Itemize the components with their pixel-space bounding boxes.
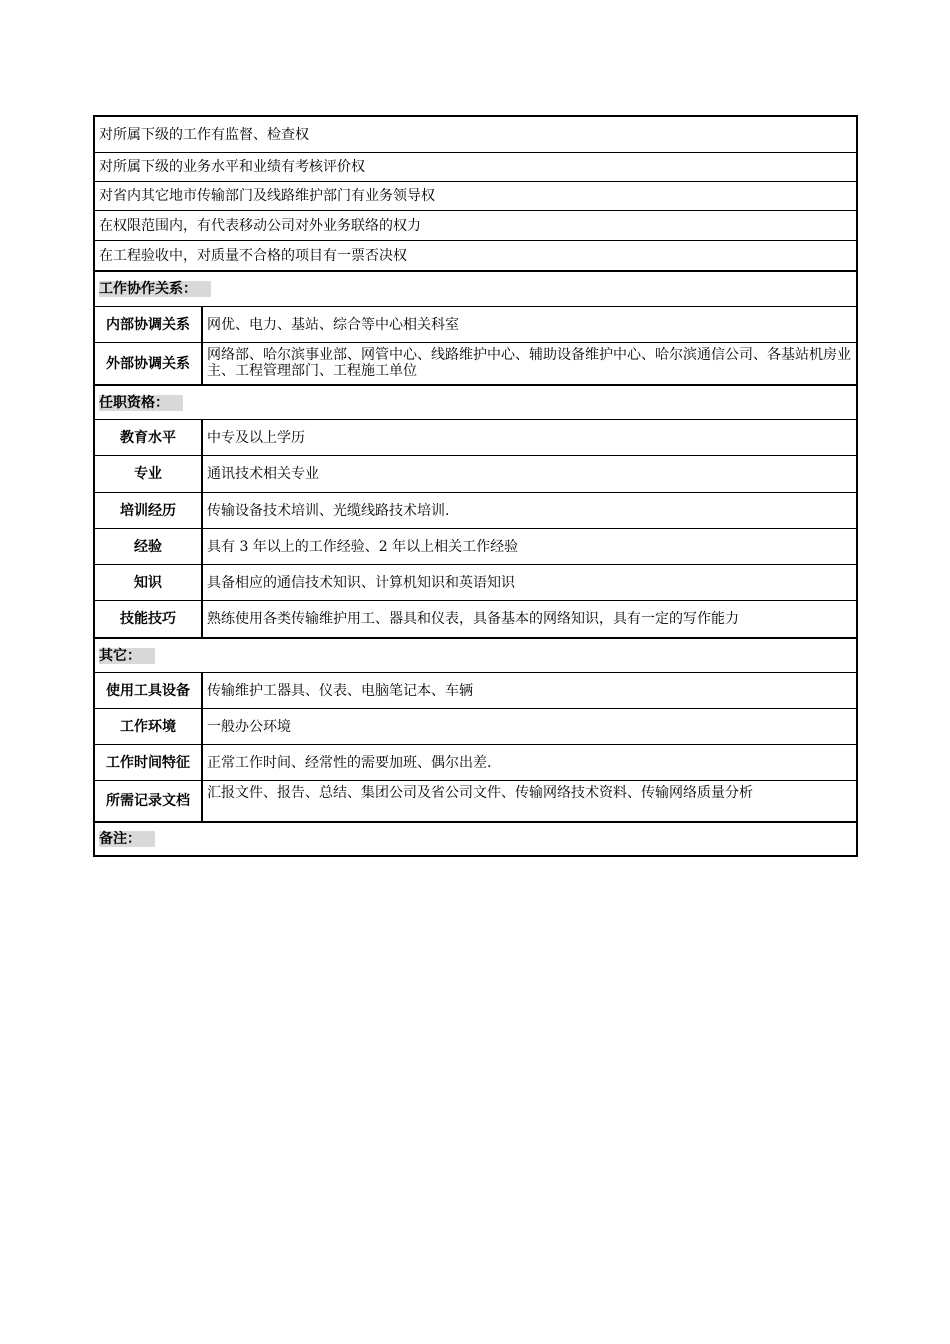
authority-row	[95, 181, 856, 210]
qualification-row	[95, 600, 856, 637]
field-label: 外部协调关系	[95, 343, 203, 384]
field-value: 网优、电力、基站、综合等中心相关科室	[207, 316, 459, 333]
field-label: 知识	[95, 565, 203, 600]
qualification-row	[95, 528, 856, 564]
field-label: 教育水平	[95, 420, 203, 455]
qualification-row	[95, 564, 856, 600]
section-title: 工作协作关系：	[99, 281, 211, 297]
other-row	[95, 672, 856, 708]
internal-coordination-row	[95, 306, 856, 342]
authority-text: 对所属下级的工作有监督、检查权	[99, 126, 309, 143]
field-value: 正常工作时间、经常性的需要加班、偶尔出差.	[207, 754, 492, 771]
field-label: 培训经历	[95, 493, 203, 528]
section-header-other	[95, 637, 856, 672]
section-title: 任职资格：	[99, 395, 183, 411]
authority-row	[95, 240, 856, 270]
field-value: 中专及以上学历	[207, 429, 305, 446]
section-header-qualification	[95, 384, 856, 419]
field-label: 工作时间特征	[95, 745, 203, 780]
authority-row	[95, 152, 856, 181]
field-value: 一般办公环境	[207, 718, 291, 735]
authority-row	[95, 117, 856, 152]
authority-text: 在权限范围内，有代表移动公司对外业务联络的权力	[99, 217, 421, 234]
authority-text: 对省内其它地市传输部门及线路维护部门有业务领导权	[99, 188, 435, 204]
field-label: 内部协调关系	[95, 307, 203, 342]
field-label: 经验	[95, 529, 203, 564]
field-value: 传输维护工器具、仪表、电脑笔记本、车辆	[207, 682, 473, 699]
qualification-row	[95, 492, 856, 528]
field-label: 使用工具设备	[95, 673, 203, 708]
section-header-remarks	[95, 821, 856, 855]
authority-row	[95, 210, 856, 240]
field-label: 技能技巧	[95, 601, 203, 637]
other-row	[95, 744, 856, 780]
field-value: 具备相应的通信技术知识、计算机知识和英语知识	[207, 574, 515, 591]
other-row	[95, 708, 856, 744]
field-value: 网络部、哈尔滨事业部、网管中心、线路维护中心、辅助设备维护中心、哈尔滨通信公司、各基站机房业主、工程管理部门、工程施工单位	[207, 347, 851, 379]
field-label: 工作环境	[95, 709, 203, 744]
field-value: 具有 3 年以上的工作经验、2 年以上相关工作经验	[207, 538, 519, 555]
qualification-row	[95, 419, 856, 455]
authority-text: 对所属下级的业务水平和业绩有考核评价权	[99, 159, 365, 175]
field-label: 所需记录文档	[95, 781, 203, 821]
section-title: 其它：	[99, 648, 155, 664]
other-row	[95, 780, 856, 821]
field-value: 汇报文件、报告、总结、集团公司及省公司文件、传输网络技术资料、传输网络质量分析	[207, 785, 753, 801]
field-value: 熟练使用各类传输维护用工、器具和仪表，具备基本的网络知识，具有一定的写作能力	[207, 611, 739, 627]
field-value: 通讯技术相关专业	[207, 466, 319, 482]
section-header-cooperation	[95, 270, 856, 306]
qualification-row	[95, 455, 856, 492]
field-label: 专业	[95, 456, 203, 492]
section-title: 备注：	[99, 831, 155, 847]
external-coordination-row	[95, 342, 856, 384]
job-description-table	[93, 115, 858, 857]
authority-text: 在工程验收中，对质量不合格的项目有一票否决权	[99, 247, 407, 264]
field-value: 传输设备技术培训、光缆线路技术培训.	[207, 502, 450, 519]
